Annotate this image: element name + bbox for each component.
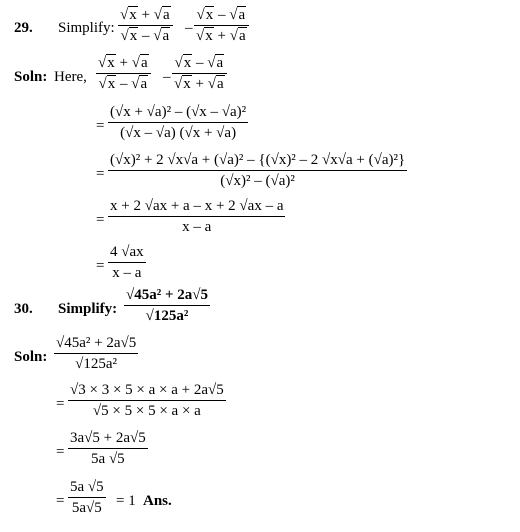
s30-step4-denominator: 5a√5 bbox=[71, 500, 102, 516]
q30-numerator: √45a² + 2a√5 bbox=[126, 287, 209, 303]
soln29-step4-fraction bbox=[108, 199, 285, 235]
equals-sign: = bbox=[96, 258, 105, 274]
s30-step2-numerator: √3 × 3 × 5 × a × a + 2a√5 bbox=[70, 382, 224, 398]
soln29-step3-fraction bbox=[108, 153, 407, 189]
step3-denominator: (√x)² – (√a)² bbox=[220, 173, 295, 189]
soln30-step4-fraction bbox=[68, 480, 106, 516]
s30-step4-numerator: 5a √5 bbox=[70, 479, 104, 495]
step4-numerator: x + 2 √ax + a – x + 2 √ax – a bbox=[110, 198, 284, 214]
soln30-step3-fraction bbox=[68, 431, 148, 467]
soln29-step2-fraction bbox=[108, 105, 248, 141]
q30-fraction bbox=[124, 288, 210, 324]
question-number: 29. bbox=[14, 20, 33, 36]
s30-step3-denominator: 5a √5 bbox=[91, 451, 125, 467]
step3-numerator: (√x)² + 2 √x√a + (√a)² – {(√x)² – 2 √x√a + (√a)²} bbox=[110, 152, 406, 168]
here-text: Here, bbox=[54, 69, 87, 85]
equals-sign: = bbox=[56, 444, 65, 460]
solution-label: Soln: bbox=[14, 349, 48, 365]
s30-step1-denominator: √125a² bbox=[75, 356, 118, 372]
step4-denominator: x – a bbox=[182, 219, 212, 235]
step2-denominator: (√x – √a) (√x + √a) bbox=[120, 125, 237, 141]
solution-label: Soln: bbox=[14, 69, 48, 85]
question-number: 30. bbox=[14, 301, 33, 317]
soln29-step1-fraction-2: √x – √a √x + √a bbox=[172, 56, 227, 92]
question-label: Simplify: bbox=[58, 301, 118, 317]
minus-sign: – bbox=[185, 20, 193, 36]
question-label: Simplify: bbox=[58, 20, 115, 36]
step5-numerator: 4 √ax bbox=[110, 244, 144, 260]
equals-sign: = bbox=[56, 493, 65, 509]
step2-numerator: (√x + √a)² – (√x – √a)² bbox=[110, 104, 247, 120]
soln29-step5-fraction bbox=[108, 245, 146, 281]
s30-step1-numerator: √45a² + 2a√5 bbox=[56, 335, 137, 351]
s30-step2-denominator: √5 × 5 × 5 × a × a bbox=[92, 403, 201, 419]
soln30-step1-fraction bbox=[54, 336, 138, 372]
equals-sign: = bbox=[96, 118, 105, 134]
q29-fraction-a: √x + √a √x – √a bbox=[118, 8, 173, 44]
equals-sign: = bbox=[56, 396, 65, 412]
minus-sign: – bbox=[163, 69, 171, 85]
s30-step3-numerator: 3a√5 + 2a√5 bbox=[70, 430, 146, 446]
result-text: = 1 bbox=[116, 493, 136, 509]
equals-sign: = bbox=[96, 166, 105, 182]
soln29-step1-fraction-1: √x + √a √x – √a bbox=[96, 56, 151, 92]
equals-sign: = bbox=[96, 212, 105, 228]
soln30-step2-fraction bbox=[68, 383, 226, 419]
q30-denominator: √125a² bbox=[145, 308, 189, 324]
q29-fraction-b: √x – √a √x + √a bbox=[194, 8, 249, 44]
step5-denominator: x – a bbox=[112, 265, 142, 281]
answer-label: Ans. bbox=[143, 493, 172, 509]
